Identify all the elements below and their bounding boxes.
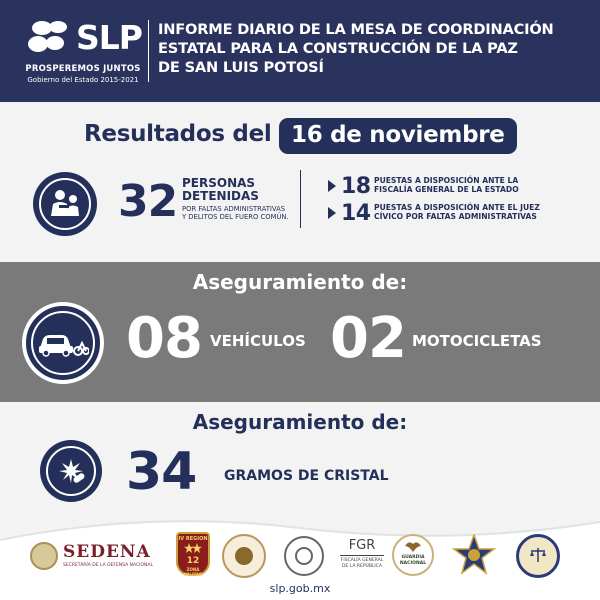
sedena-text: SEDENA xyxy=(63,542,151,562)
disposition-line-1: PUESTAS A DISPOSICIÓN ANTE EL JUEZ xyxy=(374,203,540,212)
star-icon xyxy=(184,543,202,555)
disposition-text xyxy=(374,203,594,221)
fgr-subtext-1: FISCALÍA GENERAL xyxy=(340,558,384,563)
logo-slogan: PROSPEREMOS JUNTOS xyxy=(25,64,141,74)
guardia-nacional-logo xyxy=(392,534,434,576)
drugs-title: Aseguramiento de: xyxy=(192,410,408,434)
persons-label xyxy=(182,177,259,203)
car-motorcycle-icon xyxy=(22,302,104,384)
page-title xyxy=(158,20,588,77)
vehicles-count: 08 xyxy=(126,306,202,371)
disposition-line-2: FISCALÍA GENERAL DE LA ESTADO xyxy=(374,185,519,194)
drugs-icon xyxy=(40,440,102,502)
motorcycles-count: 02 xyxy=(330,306,406,371)
persons-sublabel xyxy=(182,205,289,221)
slp-logo-icon xyxy=(28,18,80,58)
scales-icon xyxy=(529,546,547,564)
disposition-line-2: CÍVICO POR FALTAS ADMINISTRATIVAS xyxy=(374,212,537,221)
disposition-count: 14 xyxy=(341,201,371,226)
detained-person-icon xyxy=(33,172,97,236)
results-heading xyxy=(0,118,600,154)
results-prefix: Resultados del xyxy=(84,121,272,147)
header-banner xyxy=(0,0,600,102)
persons-sub-line-2: Y DELITOS DEL FUERO COMÚN. xyxy=(182,213,289,221)
drugs-label: GRAMOS DE CRISTAL xyxy=(224,468,389,484)
disposition-count: 18 xyxy=(341,174,371,199)
results-date-badge: 16 de noviembre xyxy=(279,118,517,154)
arrow-right-icon xyxy=(328,207,336,219)
vehicles-label: VEHÍCULOS xyxy=(210,332,306,350)
fgr-logo xyxy=(332,538,392,578)
guardia-text-1: GUARDIA xyxy=(401,555,425,560)
persons-sub-line-1: POR FALTAS ADMINISTRATIVAS xyxy=(182,205,286,213)
slp-logo xyxy=(22,14,144,92)
persons-count: 32 xyxy=(118,176,178,227)
motorcycles-label: MOTOCICLETAS xyxy=(412,332,542,350)
police-star-icon xyxy=(452,534,496,578)
eagle-icon xyxy=(405,540,421,554)
fgr-subtext-2: DE LA REPÚBLICA xyxy=(342,564,382,569)
region-bottom-text: ZONA MILITAR xyxy=(183,567,203,577)
persons-label-line-2: DETENIDAS xyxy=(182,189,259,203)
arrow-right-icon xyxy=(328,180,336,192)
disposition-line-1: PUESTAS A DISPOSICIÓN ANTE LA xyxy=(374,176,519,185)
logo-government: Gobierno del Estado 2015-2021 xyxy=(27,76,139,84)
vehicles-title: Aseguramiento de: xyxy=(192,270,408,294)
title-line-3: DE SAN LUIS POTOSÍ xyxy=(158,59,324,76)
justice-seal-logo xyxy=(516,534,560,578)
sedena-subtext: SECRETARÍA DE LA DEFENSA NACIONAL xyxy=(63,563,153,568)
results-divider xyxy=(300,170,301,228)
disposition-text xyxy=(374,176,594,194)
footer-url[interactable]: slp.gob.mx xyxy=(269,582,331,595)
title-line-2: ESTATAL PARA LA CONSTRUCCIÓN DE LA PAZ xyxy=(158,40,518,57)
logo-text: SLP xyxy=(76,18,142,57)
army-seal-logo xyxy=(222,534,266,578)
header-divider xyxy=(148,20,149,82)
persons-label-line-1: PERSONAS xyxy=(182,176,256,190)
partner-logos xyxy=(0,530,600,582)
region-top-text: IV REGION xyxy=(178,536,208,542)
drugs-count: 34 xyxy=(126,442,197,502)
sedena-seal-icon xyxy=(30,542,58,570)
fgr-text: FGR xyxy=(348,538,376,553)
guardia-text-2: NACIONAL xyxy=(399,561,427,566)
sedena-logo xyxy=(30,540,165,572)
region-number: 12 xyxy=(186,556,200,566)
region-shield-logo xyxy=(176,532,210,576)
mexico-seal-logo xyxy=(284,536,324,576)
title-line-1: INFORME DIARIO DE LA MESA DE COORDINACIÓN xyxy=(158,21,554,38)
